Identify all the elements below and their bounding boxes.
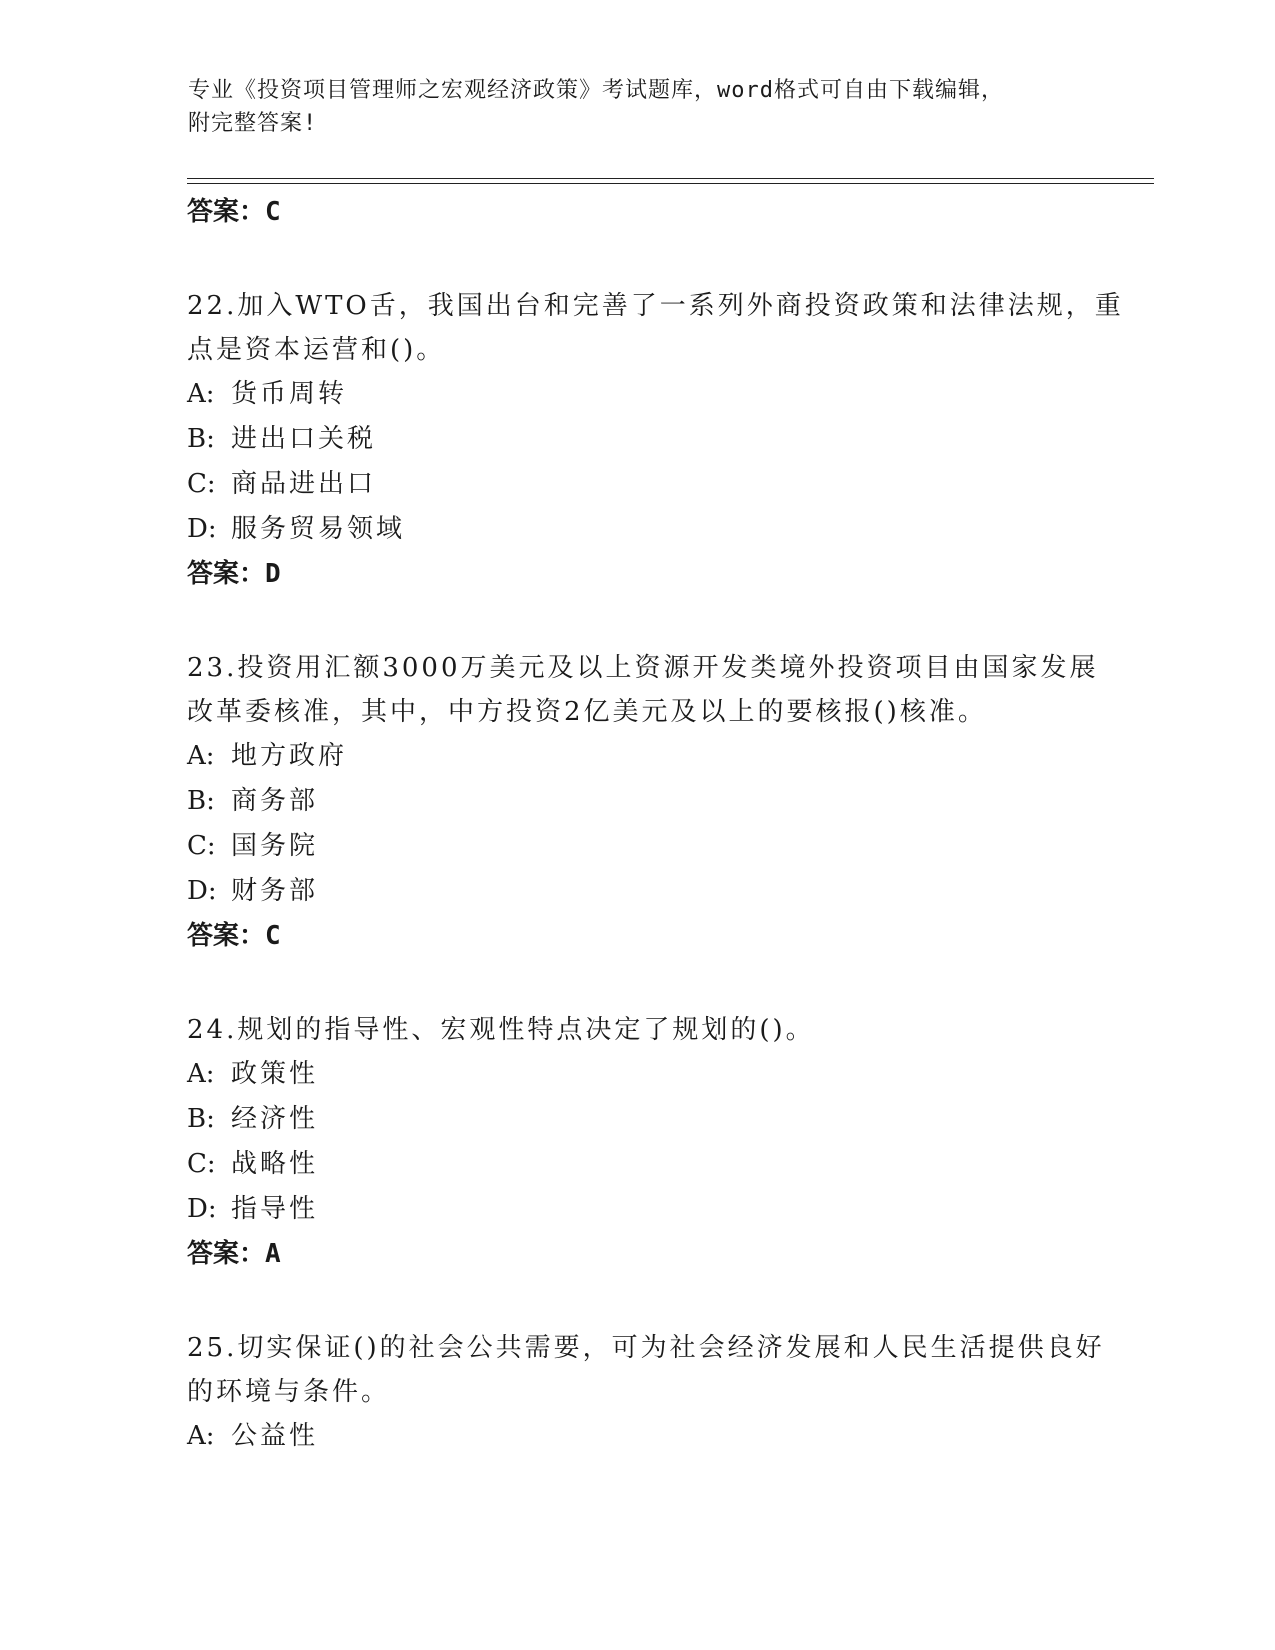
question-22 [187, 284, 1127, 596]
option-label: A: [187, 1059, 215, 1089]
question-text: 23.投资用汇额3000万美元及以上资源开发类境外投资项目由国家发展改革委核准，其中，中方投资2亿美元及以上的要核报()核准。 [187, 653, 1099, 727]
option-c [187, 462, 1127, 507]
option-label: C: [187, 1149, 216, 1179]
option-b [187, 417, 1127, 462]
option-b [187, 779, 1127, 824]
answer: 答案：C [187, 921, 281, 951]
header-line-2: 附完整答案! [188, 111, 318, 136]
previous-answer: 答案：C [187, 197, 281, 227]
question-text: 24.规划的指导性、宏观性特点决定了规划的()。 [187, 1015, 815, 1045]
option-d [187, 869, 1127, 914]
question-text: 22.加入WTO舌，我国出台和完善了一系列外商投资政策和法律法规，重点是资本运营和()。 [187, 291, 1124, 365]
option-text: 商品进出口 [231, 469, 377, 499]
option-label: B: [187, 786, 215, 816]
option-text: 服务贸易领域 [231, 514, 406, 544]
option-label: A: [187, 1421, 215, 1451]
option-text: 政策性 [231, 1059, 319, 1089]
option-label: B: [187, 424, 215, 454]
question-23 [187, 646, 1127, 958]
option-label: A: [187, 379, 215, 409]
option-label: D: [187, 876, 217, 906]
option-text: 经济性 [231, 1104, 319, 1134]
option-text: 货币周转 [231, 379, 348, 409]
answer: 答案：D [187, 559, 281, 589]
option-label: D: [187, 514, 217, 544]
question-list [187, 190, 1127, 1459]
option-label: C: [187, 469, 216, 499]
question-24 [187, 1008, 1127, 1276]
option-text: 财务部 [231, 876, 319, 906]
header-divider-bottom [187, 183, 1154, 184]
option-label: D: [187, 1194, 217, 1224]
document-header [188, 74, 1078, 140]
option-a [187, 734, 1127, 779]
option-c [187, 1142, 1127, 1187]
header-line-1: 专业《投资项目管理师之宏观经济政策》考试题库，word格式可自由下载编辑， [188, 78, 1004, 103]
option-label: B: [187, 1104, 215, 1134]
option-label: C: [187, 831, 216, 861]
option-text: 地方政府 [231, 741, 348, 771]
option-a [187, 1414, 1127, 1459]
answer: 答案：A [187, 1239, 281, 1269]
option-text: 商务部 [231, 786, 319, 816]
option-text: 国务院 [231, 831, 319, 861]
option-a [187, 372, 1127, 417]
option-d [187, 507, 1127, 552]
option-a [187, 1052, 1127, 1097]
option-text: 进出口关税 [231, 424, 377, 454]
question-25 [187, 1326, 1127, 1459]
header-divider-top [187, 178, 1154, 179]
option-c [187, 824, 1127, 869]
option-text: 公益性 [231, 1421, 319, 1451]
option-d [187, 1187, 1127, 1232]
question-text: 25.切实保证()的社会公共需要，可为社会经济发展和人民生活提供良好的环境与条件。 [187, 1333, 1105, 1407]
option-label: A: [187, 741, 215, 771]
option-b [187, 1097, 1127, 1142]
option-text: 战略性 [231, 1149, 319, 1179]
option-text: 指导性 [231, 1194, 319, 1224]
